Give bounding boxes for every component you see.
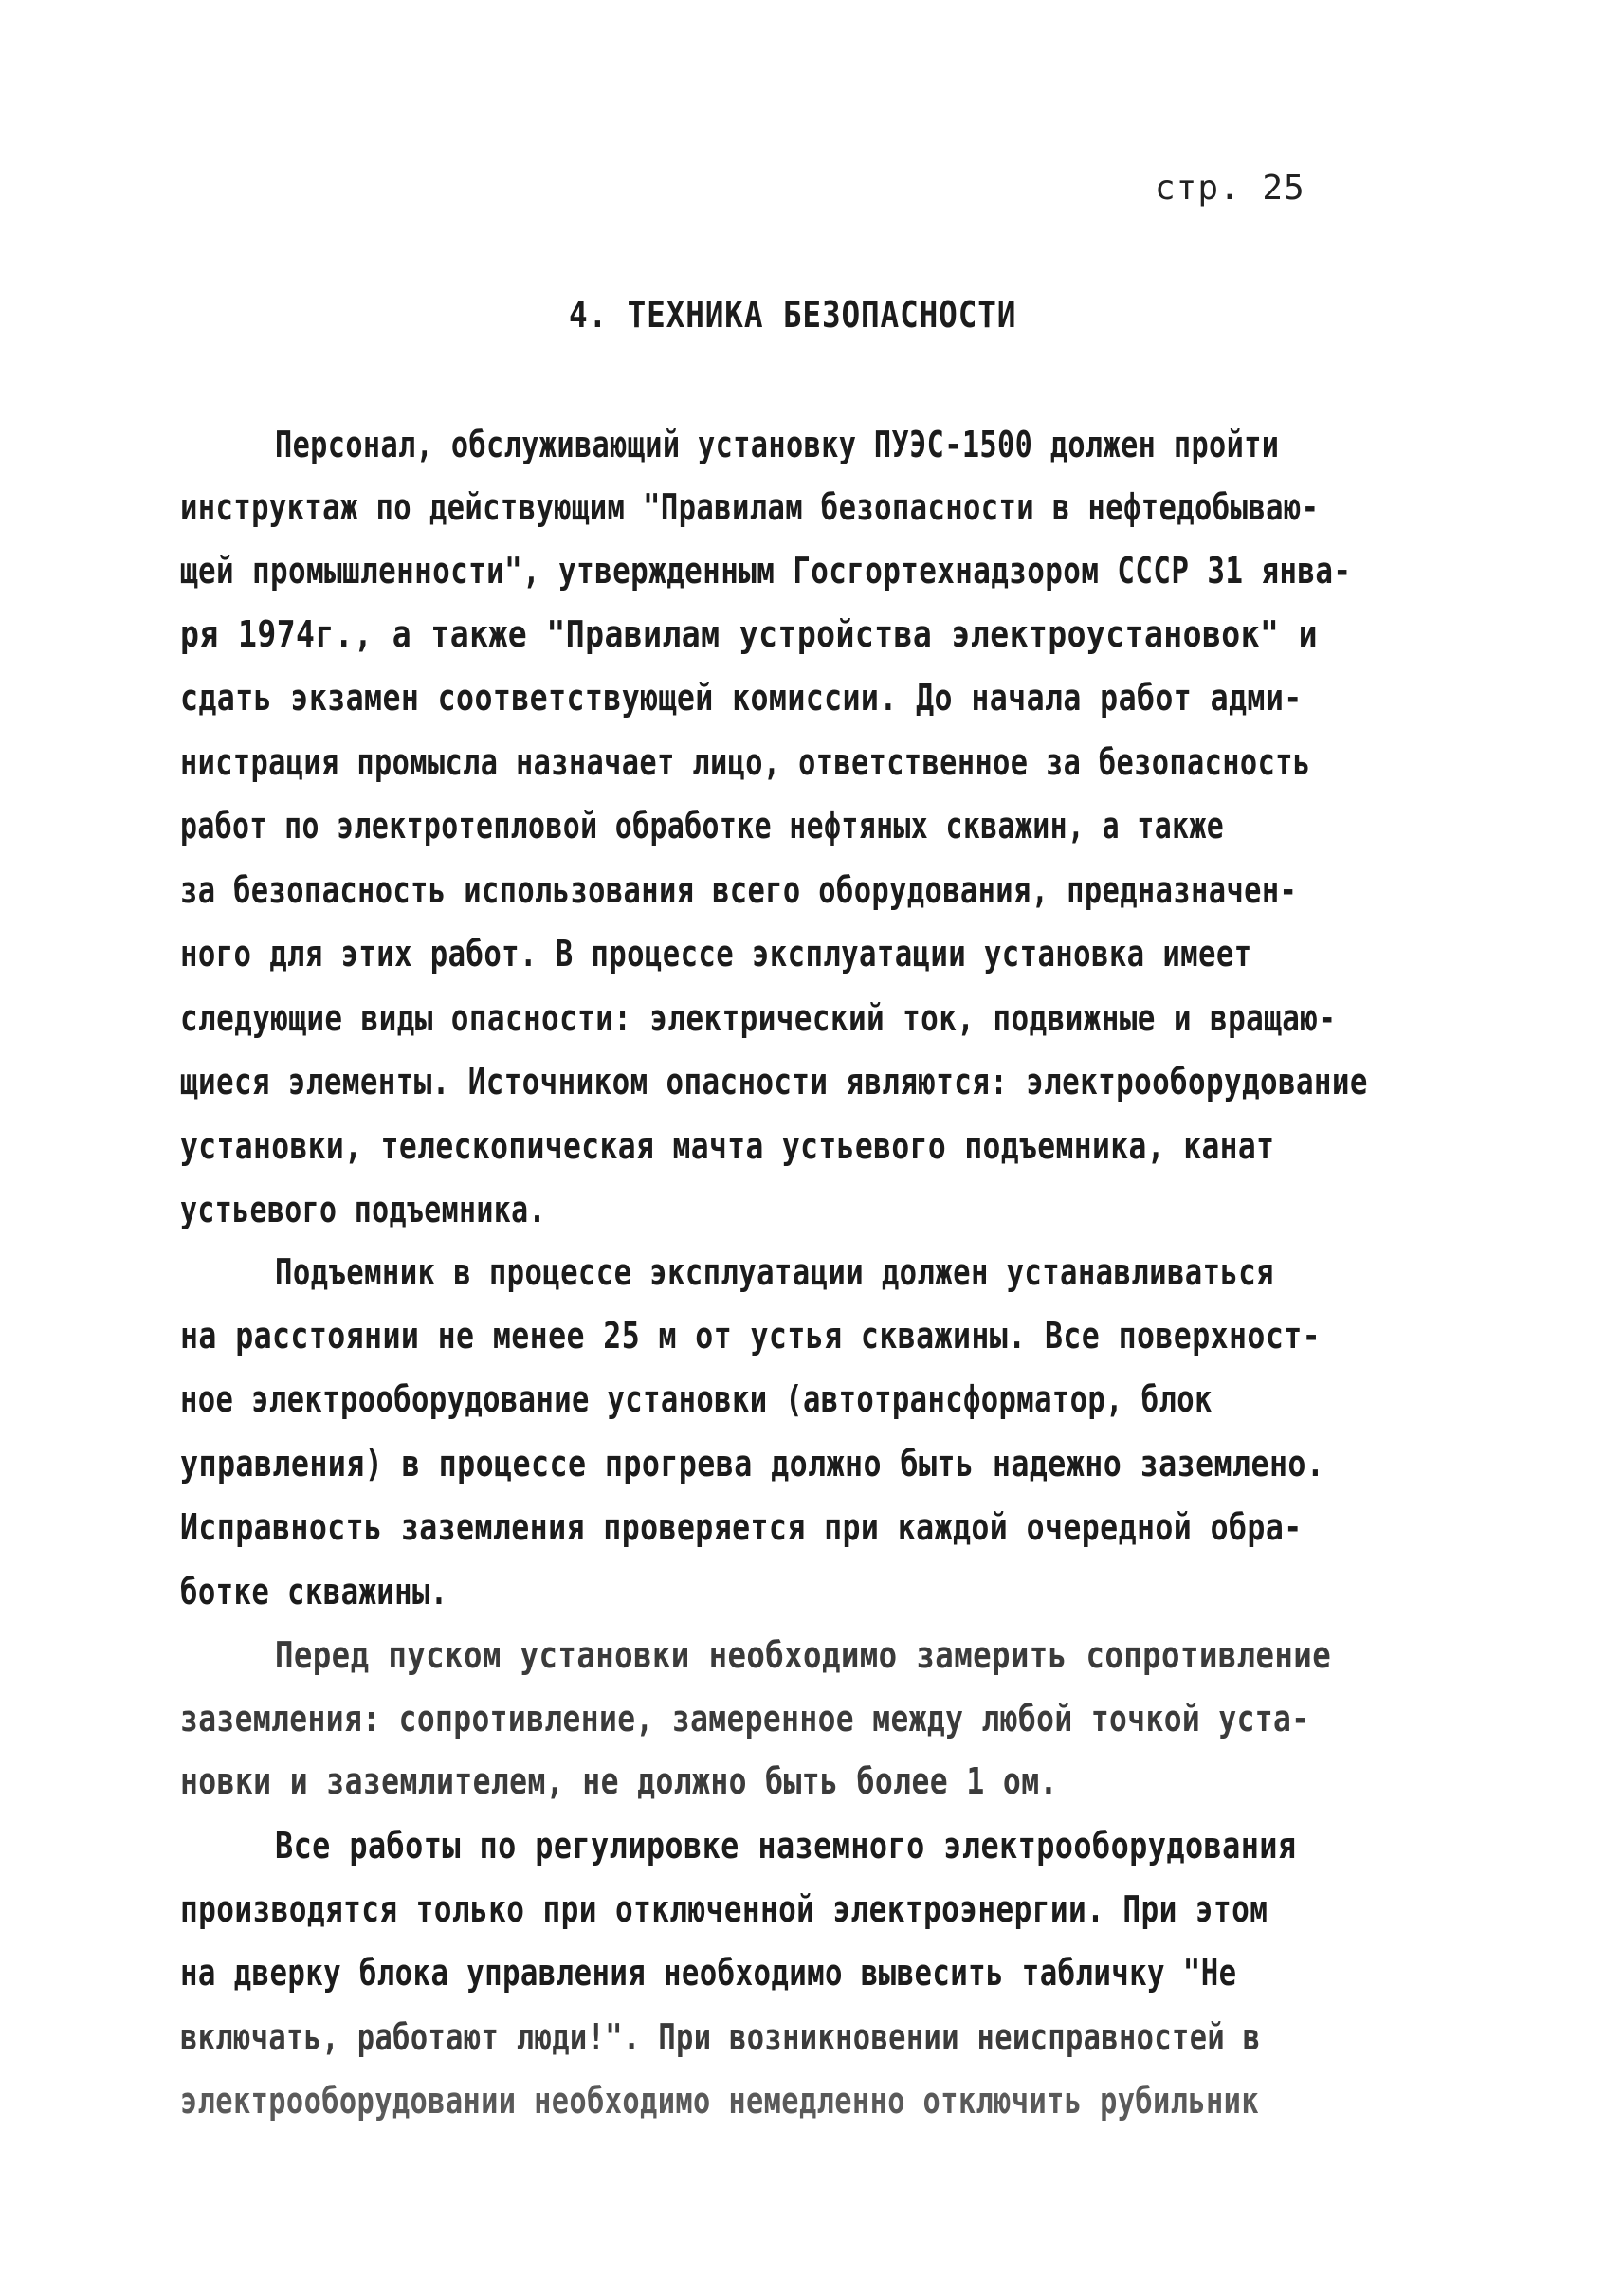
text-line: установки, телескопическая мачта устьевого подъемника, канат bbox=[180, 1125, 1275, 1167]
text-line: работ по электротепловой обработке нефтяных скважин, а также bbox=[180, 805, 1225, 847]
text-line: электрооборудовании необходимо немедленно отключить рубильник bbox=[180, 2080, 1259, 2122]
text-line: за безопасность использования всего оборудования, предназначен- bbox=[180, 869, 1298, 911]
text-line: следующие виды опасности: электрический ток, подвижные и вращаю- bbox=[180, 997, 1337, 1039]
text-line: нистрация промысла назначает лицо, ответственное за безопасность bbox=[180, 741, 1311, 783]
text-line: Исправность заземления проверяется при каждой очередной обра- bbox=[180, 1506, 1303, 1548]
text-line: управления) в процессе прогрева должно быть надежно заземлено. bbox=[180, 1443, 1325, 1484]
text-line: ное электрооборудование установки (автотрансформатор, блок bbox=[180, 1378, 1213, 1420]
text-line: ботке скважины. bbox=[180, 1571, 448, 1612]
section-title: 4. ТЕХНИКА БЕЗОПАСНОСТИ bbox=[569, 294, 1017, 336]
text-line: щей промышленности", утвержденным Госгортехнадзором СССР 31 янва- bbox=[180, 550, 1352, 592]
text-line: Перед пуском установки необходимо замерить сопротивление bbox=[275, 1634, 1332, 1676]
text-line: Персонал, обслуживающий установку ПУЭС-1500 должен пройти bbox=[275, 424, 1280, 465]
text-line: на дверку блока управления необходимо вывесить табличку "Не bbox=[180, 1952, 1237, 1994]
page-number: стр. 25 bbox=[1155, 169, 1305, 208]
text-line: заземления: сопротивление, замеренное между любой точкой уста- bbox=[180, 1698, 1310, 1739]
text-line: Подъемник в процессе эксплуатации должен устанавливаться bbox=[275, 1251, 1274, 1293]
text-line: включать, работают люди!". При возникновении неисправностей в bbox=[180, 2016, 1261, 2058]
text-line: инструктаж по действующим "Правилам безопасности в нефтедобываю- bbox=[180, 486, 1320, 528]
text-line: устьевого подъемника. bbox=[180, 1189, 546, 1230]
text-line: сдать экзамен соответствующей комиссии. До начала работ адми- bbox=[180, 677, 1303, 719]
text-line: ря 1974г., а также "Правилам устройства электроустановок" и bbox=[180, 613, 1319, 655]
text-line: новки и заземлителем, не должно быть более 1 ом. bbox=[180, 1760, 1058, 1802]
text-line: производятся только при отключенной электроэнергии. При этом bbox=[180, 1888, 1268, 1930]
text-line: ного для этих работ. В процессе эксплуатации установка имеет bbox=[180, 933, 1252, 974]
text-line: щиеся элементы. Источником опасности являются: электрооборудование bbox=[180, 1061, 1368, 1102]
text-line: Все работы по регулировке наземного электрооборудования bbox=[275, 1825, 1297, 1867]
text-line: на расстоянии не менее 25 м от устья скважины. Все поверхност- bbox=[180, 1315, 1322, 1357]
